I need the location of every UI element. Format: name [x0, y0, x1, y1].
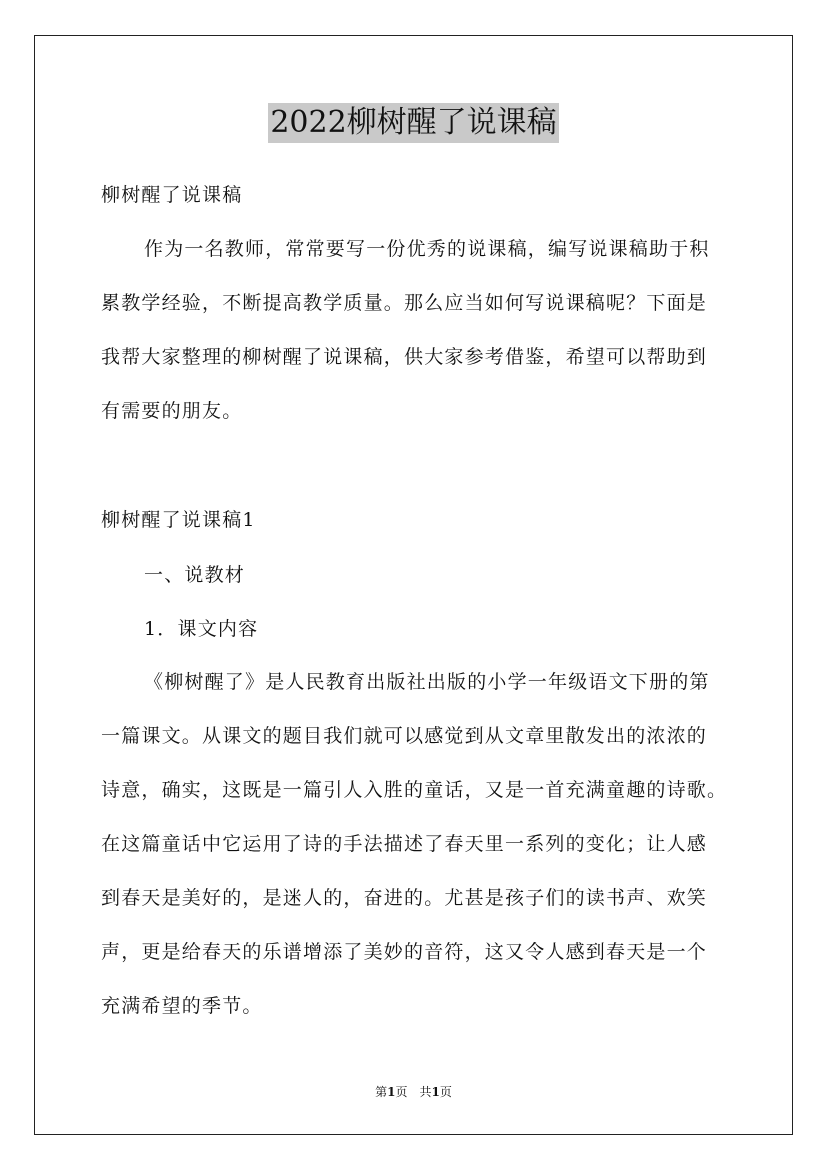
- footer-total-pages: 1: [431, 1085, 440, 1099]
- paragraph-line: 一篇课文。从课文的题目我们就可以感觉到从文章里散发出的浓浓的: [101, 725, 708, 747]
- document-title: 2022柳树醒了说课稿: [268, 103, 558, 143]
- section-heading: 柳树醒了说课稿1: [101, 509, 256, 531]
- paragraph-line: 充满希望的季节。: [101, 995, 263, 1017]
- paragraph-line: 累教学经验，不断提高教学质量。那么应当如何写说课稿呢？下面是: [101, 292, 708, 314]
- page-footer: [0, 1084, 827, 1100]
- paragraph-line: 我帮大家整理的柳树醒了说课稿，供大家参考借鉴，希望可以帮助到: [101, 346, 708, 368]
- paragraph-line: 作为一名教师，常常要写一份优秀的说课稿，编写说课稿助于积: [144, 238, 710, 260]
- footer-mid: 页 共: [395, 1085, 432, 1099]
- paragraph-line: 诗意，确实，这既是一篇引人入胜的童话，又是一首充满童趣的诗歌。: [101, 779, 728, 801]
- paragraph-line: 声，更是给春天的乐谱增添了美妙的音符，这又令人感到春天是一个: [101, 941, 708, 963]
- title-container: [0, 103, 827, 143]
- paragraph-line: 《柳树醒了》是人民教育出版社出版的小学一年级语文下册的第: [144, 671, 710, 693]
- paragraph-line: 在这篇童话中它运用了诗的手法描述了春天里一系列的变化；让人感: [101, 833, 708, 855]
- footer-suffix: 页: [439, 1085, 452, 1099]
- doc-subtitle: 柳树醒了说课稿: [101, 184, 243, 206]
- paragraph-line: 有需要的朋友。: [101, 400, 243, 422]
- subsection-heading: 一、说教材: [144, 564, 246, 586]
- paragraph-line: 到春天是美好的，是迷人的，奋进的。尤甚是孩子们的读书声、欢笑: [101, 887, 708, 909]
- footer-page-number: 1: [387, 1085, 396, 1099]
- subsection-heading: 1．课文内容: [144, 618, 259, 640]
- footer-prefix: 第: [375, 1085, 388, 1099]
